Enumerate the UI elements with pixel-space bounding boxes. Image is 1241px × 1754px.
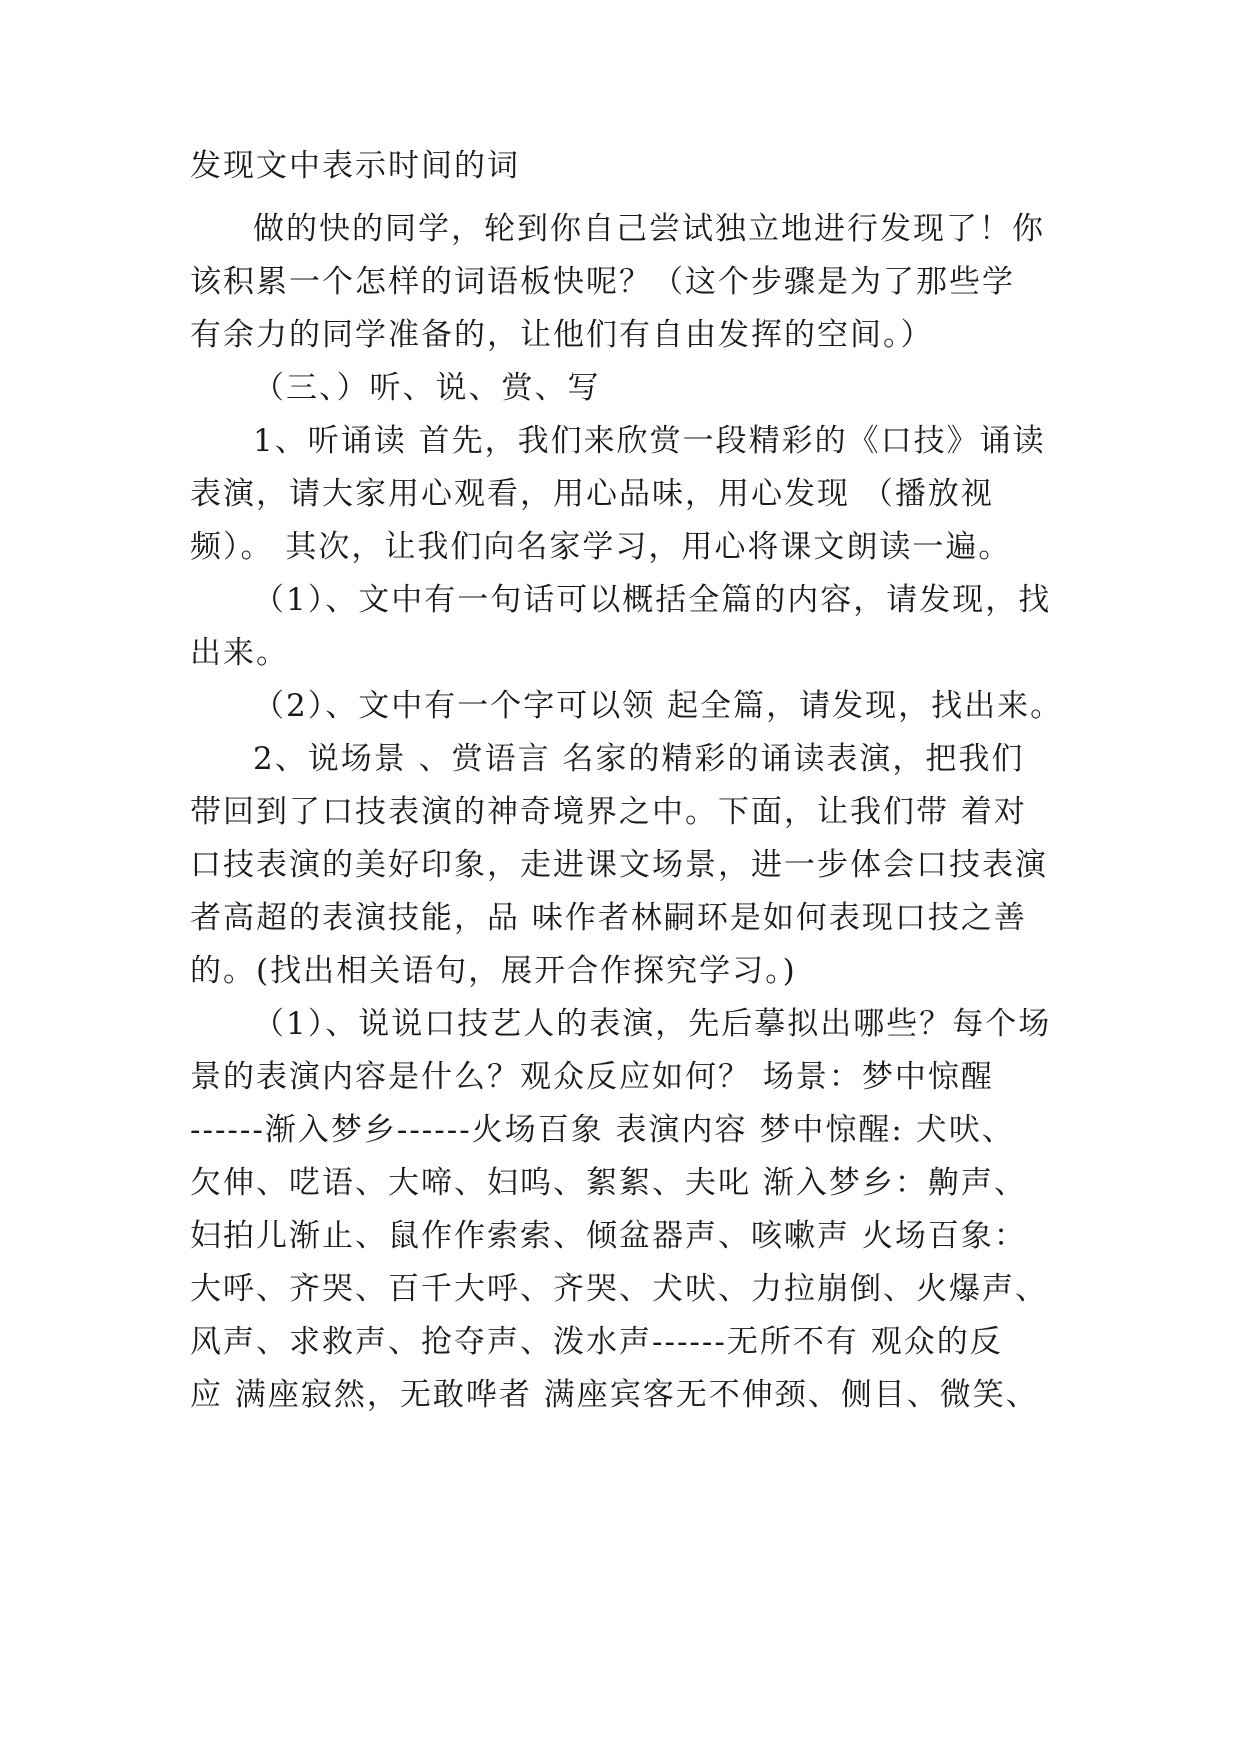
text-line-21: 妇拍儿渐止、鼠作作索索、倾盆器声、咳嗽声 火场百象： — [190, 1218, 1027, 1254]
text-line-1: 发现文中表示时间的词 — [190, 148, 520, 184]
text-line-5: （三、）听、说、赏、写 — [253, 370, 601, 406]
text-line-15: 者高超的表演技能，品 味作者林嗣环是如何表现口技之善 — [190, 900, 1027, 936]
text-line-20: 欠伸、呓语、大啼、妇呜、絮絮、夫叱 渐入梦乡：齁声、 — [190, 1165, 1027, 1201]
text-line-9: （1）、文中有一句话可以概括全篇的内容，请发现，找 — [253, 582, 1052, 618]
text-line-24: 应 满座寂然，无敢哗者 满座宾客无不伸颈、侧目、微笑、 — [190, 1377, 1039, 1413]
text-line-4: 有余力的同学准备的，让他们有自由发挥的空间。） — [190, 317, 934, 353]
text-line-2: 做的快的同学，轮到你自己尝试独立地进行发现了！你 — [253, 211, 1045, 247]
text-line-23: 风声、求救声、抢夺声、泼水声------无所不有 观众的反 — [190, 1324, 1003, 1360]
text-line-16: 的。(找出相关语句，展开合作探究学习。) — [190, 953, 797, 989]
text-line-19: ------渐入梦乡------火场百象 表演内容 梦中惊醒: 犬吠、 — [190, 1112, 1015, 1148]
text-line-8: 频）。 其次，让我们向名家学习，用心将课文朗读一遍。 — [190, 529, 1012, 565]
text-line-6: 1、听诵读 首先，我们来欣赏一段精彩的《口技》诵读 — [253, 423, 1046, 459]
text-line-14: 口技表演的美好印象，走进课文场景，进一步体会口技表演 — [190, 847, 1048, 883]
text-line-18: 景的表演内容是什么？观众反应如何？ 场景：梦中惊醒 — [190, 1059, 994, 1095]
text-line-7: 表演，请大家用心观看，用心品味，用心发现 （播放视 — [190, 476, 994, 512]
text-line-17: （1）、说说口技艺人的表演，先后摹拟出哪些？每个场 — [253, 1006, 1052, 1042]
text-line-13: 带回到了口技表演的神奇境界之中。下面，让我们带 着对 — [190, 794, 1027, 830]
text-line-3: 该积累一个怎样的词语板快呢？（这个步骤是为了那些学 — [190, 264, 1015, 300]
text-line-22: 大呼、齐哭、百千大呼、齐哭、犬吠、力拉崩倒、火爆声、 — [190, 1271, 1048, 1307]
text-line-12: 2、说场景 、赏语言 名家的精彩的诵读表演，把我们 — [253, 741, 1025, 777]
text-line-11: （2）、文中有一个字可以领 起全篇，请发现，找出来。 — [253, 688, 1064, 724]
text-line-10: 出来。 — [190, 635, 289, 671]
